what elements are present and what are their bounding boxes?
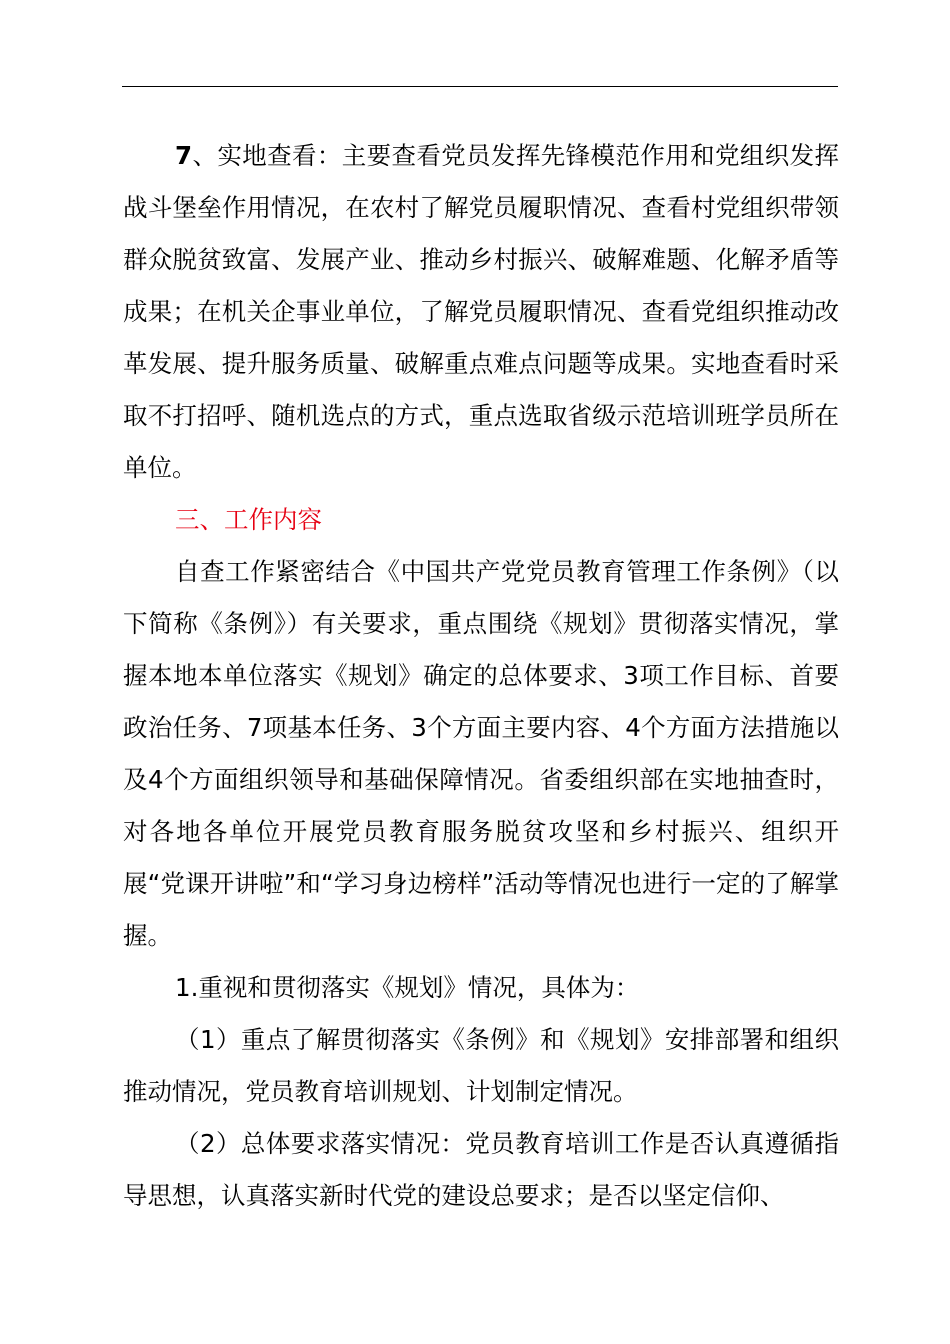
section-heading-work-content: 三、工作内容: [175, 505, 322, 534]
header-rule: [122, 86, 838, 87]
paragraph-subitem-1: （1）重点了解贯彻落实《条例》和《规划》安排部署和组织推动情况，党员教育培训规划、计划制定情况。: [123, 1025, 839, 1106]
paragraph-site-inspection: [123, 130, 839, 494]
item-number: 7: [175, 141, 193, 170]
paragraph-text: 、实地查看：主要查看党员发挥先锋模范作用和党组织发挥战斗堡垒作用情况，在农村了解党员履职情况、查看村党组织带领群众脱贫致富、发展产业、推动乡村振兴、破解难题、化解矛盾等成果；在机关企事业单位，了解党员履职情况、查看党组织推动改革发展、提升服务质量、破解重点难点问题等成果。实地查看时采取不打招呼、随机选点的方式，重点选取省级示范培训班学员所在单位。: [123, 141, 839, 482]
paragraph-item-1: 1.重视和贯彻落实《规划》情况，具体为：: [175, 973, 640, 1002]
paragraph-self-check: 自查工作紧密结合《中国共产党党员教育管理工作条例》（以下简称《条例》）有关要求，重点围绕《规划》贯彻落实情况，掌握本地本单位落实《规划》确定的总体要求、3项工作目标、首要政治任务、7项基本任务、3个方面主要内容、4个方面方法措施以及4个方面组织领导和基础保障情况。省委组织部在实地抽查时，对各地各单位开展党员教育服务脱贫攻坚和乡村振兴、组织开展“党课开讲啦”和“学习身边榜样”活动等情况也进行一定的了解掌握。: [123, 557, 839, 950]
document-body: [123, 130, 839, 1222]
paragraph-subitem-2: （2）总体要求落实情况：党员教育培训工作是否认真遵循指导思想，认真落实新时代党的建设总要求；是否以坚定信仰、: [123, 1129, 839, 1210]
